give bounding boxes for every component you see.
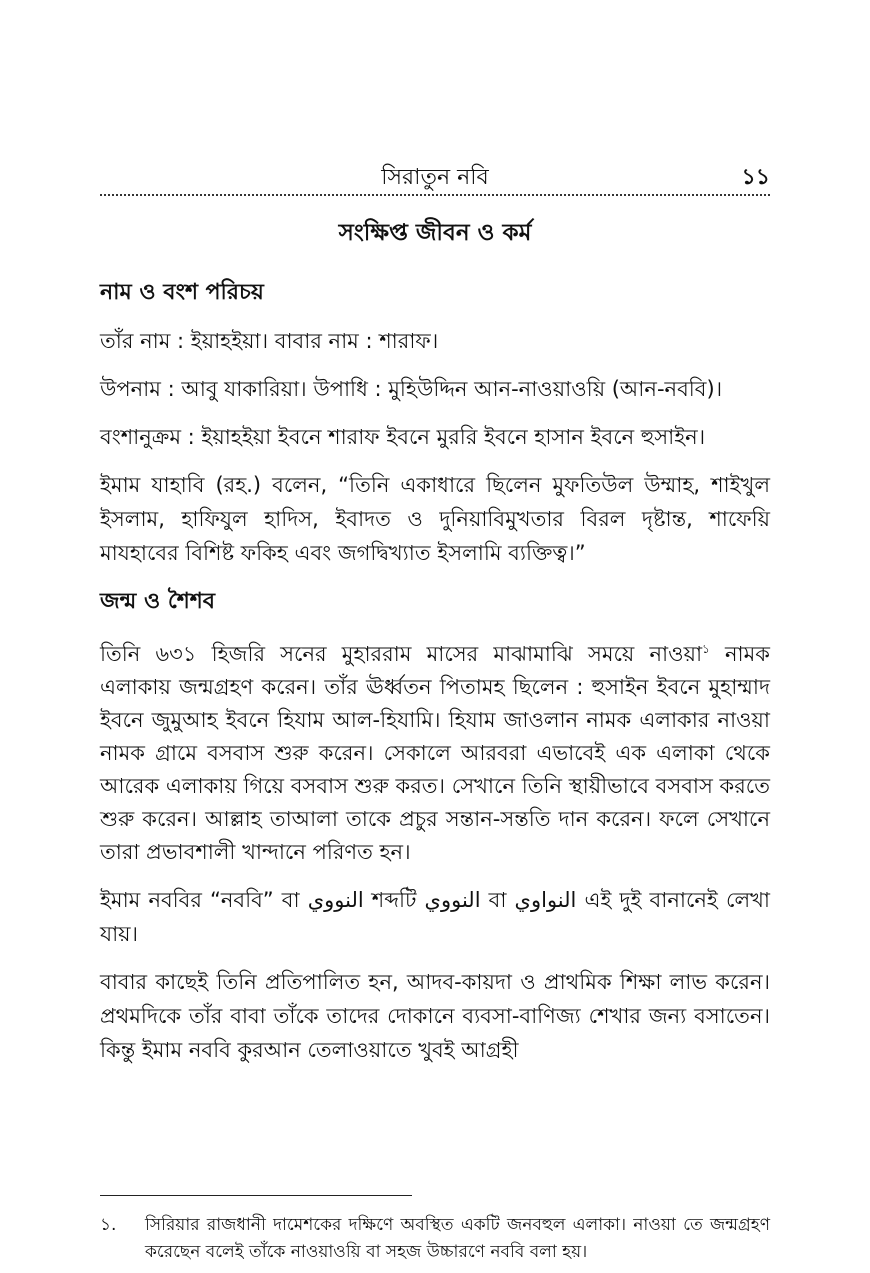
page-header: [100, 150, 770, 192]
section-heading-name-lineage: নাম ও বংশ পরিচয়: [100, 280, 264, 305]
footnote-text: সিরিয়ার রাজধানী দামেশকের দক্ষিণে অবস্থিত একটি জনবহুল এলাকা। নাওয়া তে জন্মগ্রহণ করেছেন বলেই তাঁকে নাওয়াওয়ি বা সহজ উচ্চারণে নববি বলা হয়।: [145, 1215, 770, 1262]
spelling-text-4: এই দুই বানানেই লেখা যায়।: [100, 888, 770, 946]
paragraph-lineage: বংশানুক্রম : ইয়াহইয়া ইবনে শারাফ ইবনে মুররি ইবনে হাসান ইবনে হুসাইন।: [100, 425, 706, 449]
footnote-divider: [100, 1195, 412, 1196]
running-title: সিরাতুন নবি: [381, 165, 489, 190]
spelling-text-2: শব্দটি: [363, 888, 425, 912]
paragraph-birth-text-end: নামক এলাকায় জন্মগ্রহণ করেন। তাঁর ঊর্ধ্বতন পিতামহ ছিলেন : হুসাইন ইবনে মুহাম্মাদ ইবনে জুমুআহ ইবনে হিযাম আল-হিযামি। হিযাম জাওলান নামক এলাকার নাওয়া নামক গ্রামে বসবাস শুরু করেন। সেকালে আরবরা এভাবেই এক এলাকা থেকে আরেক এলাকায় গিয়ে বসবাস শুরু করত। সেখানে তিনি স্থায়ীভাবে বসবাস করতে শুরু করেন। আল্লাহ তাআলা তাকে প্রচুর সন্তান-সন্ততি দান করেন। ফলে সেখানে তারা প্রভাবশালী খান্দানে পরিণত হন।: [100, 642, 770, 864]
paragraph-name: তাঁর নাম : ইয়াহইয়া। বাবার নাম : শারাফ।: [100, 329, 439, 353]
paragraph-birth: [100, 633, 770, 869]
footnote-reference: ১: [702, 642, 710, 656]
paragraph-spelling: [100, 883, 770, 951]
chapter-title: সংক্ষিপ্ত জীবন ও কর্ম: [338, 220, 532, 246]
paragraph-title: উপনাম : আবু যাকারিয়া। উপাধি : মুহিউদ্দিন আন-নাওয়াওয়ি (আন-নববি)।: [100, 377, 723, 401]
page-number: ১১: [741, 165, 770, 190]
footnote: [100, 1212, 770, 1266]
arabic-word-2: النووي: [424, 888, 481, 912]
book-page: [100, 150, 770, 1081]
spelling-text-1: ইমাম নববির “নববি” বা: [100, 888, 308, 912]
paragraph-dhahabi-quote: ইমাম যাহাবি (রহ.) বলেন, “তিনি একাধারে ছিলেন মুফতিউল উম্মাহ, শাইখুল ইসলাম, হাফিযুল হাদিস, ইবাদত ও দুনিয়াবিমুখতার বিরল দৃষ্টান্ত, শাফেয়ি মাযহাবের বিশিষ্ট ফকিহ এবং জগদ্বিখ্যাত ইসলামি ব্যক্তিত্ব।”: [100, 473, 770, 565]
section-heading-birth-childhood: জন্ম ও শৈশব: [100, 589, 216, 614]
footnote-number: ১.: [100, 1215, 117, 1235]
arabic-word-3: النواوي: [514, 888, 577, 912]
spelling-text-3: বা: [480, 888, 515, 912]
paragraph-birth-text-start: তিনি ৬৩১ হিজরি সনের মুহাররাম মাসের মাঝামাঝি সময়ে নাওয়া: [100, 642, 703, 666]
arabic-word-1: النووي: [307, 888, 364, 912]
paragraph-upbringing: বাবার কাছেই তিনি প্রতিপালিত হন, আদব-কায়দা ও প্রাথমিক শিক্ষা লাভ করেন। প্রথমদিকে তাঁর বাবা তাঁকে তাদের দোকানে ব্যবসা-বাণিজ্য শেখার জন্য বসাতেন। কিন্তু ইমাম নববি কুরআন তেলাওয়াতে খুবই আগ্রহী: [100, 970, 770, 1062]
